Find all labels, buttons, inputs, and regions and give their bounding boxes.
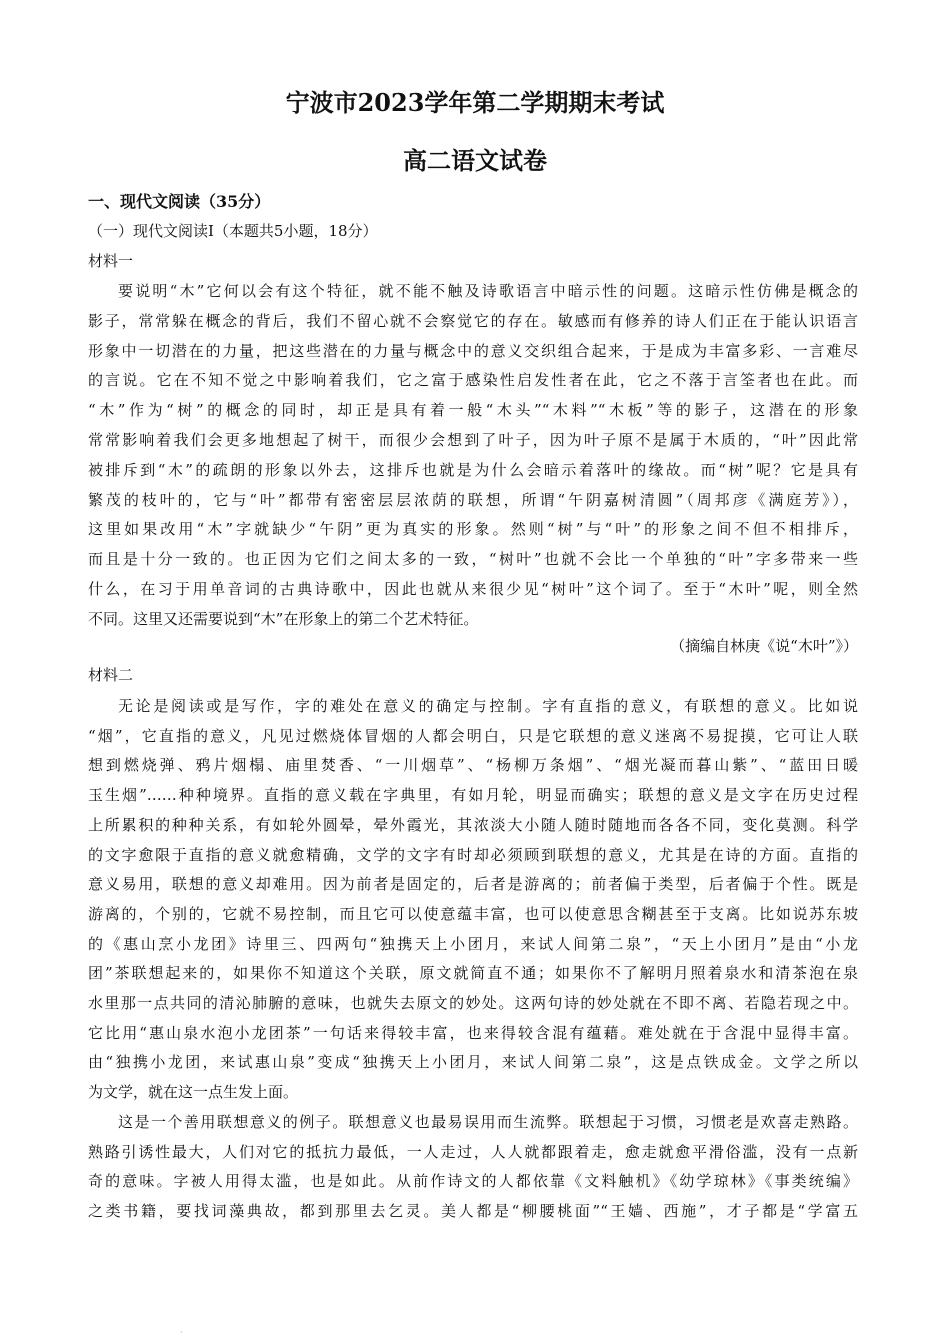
text-line: 意义易用，联想的意义却难用。因为前者是固定的，后者是游离的；前者偏于类型，后者偏于个性。既是	[88, 875, 858, 894]
exam-title: 宁波市2023学年第二学期期末考试	[285, 88, 665, 117]
text-line: 要说明“木”它何以会有这个特征，就不能不触及诗歌语言中暗示性的问题。这暗示性仿佛是概念的	[118, 282, 858, 300]
text-line: 繁茂的枝叶的，它与“叶”都带有密密层层浓荫的联想，所谓“午阴嘉树清圆”（周邦彦《满庭芳》），	[88, 490, 858, 509]
text-line: 不同。这里又还需要说到“木”在形象上的第二个艺术特征。	[88, 609, 479, 628]
page-mark: ·	[180, 1328, 183, 1337]
text-line: 由“独携小龙团，来试惠山泉”变成“独携天上小团月，来试人间第二泉”，这是点铁成金。文学之所以	[88, 1053, 858, 1072]
text-line: 而且是十分一致的。也正因为它们之间太多的一致，“树叶”也就不会比一个单独的“叶”字多带来一些	[88, 550, 858, 569]
text-line: 这是一个善用联想意义的例子。联想意义也最易误用而生流弊。联想起于习惯，习惯老是欢喜走熟路。	[118, 1113, 858, 1131]
text-line: 影子，常常躲在概念的背后，我们不留心就不会察觉它的存在。敏感而有修养的诗人们正在于能认识语言	[88, 311, 858, 330]
text-line: 的《惠山烹小龙团》诗里三、四两句“独携天上小团月，来试人间第二泉”，“天上小团月”是由“小龙	[88, 934, 858, 953]
text-line: 这里如果改用“木”字就缺少“午阴”更为真实的形象。然则“树”与“叶”的形象之间不但不相排斥，	[88, 520, 858, 539]
text-line: 上所累积的种种关系，有如轮外圆晕，晕外霞光，其浓淡大小随人随时随地而各各不同，变化莫测。科学	[88, 815, 858, 834]
text-line: 想到燃烧弹、鸦片烟榻、庙里焚香、“一川烟草”、“杨柳万条烟”、“烟光凝而暮山紫”、“蓝田日暖	[88, 756, 858, 775]
text-line: 的言说。它在不知不觉之中影响着我们，它之富于感染性启发性者在此，它之不落于言筌者也在此。而	[88, 371, 858, 390]
text-line: 团”茶联想起来的，如果你不知道这个关联，原文就简直不通；如果你不了解明月照着泉水和清茶泡在泉	[88, 964, 858, 983]
text-line: 形象中一切潜在的力量，把这些潜在的力量与概念中的意义交织组合起来，于是成为丰富多彩、一言难尽	[88, 341, 858, 360]
material1-source: （摘编自林庚《说“木叶”》）	[670, 637, 858, 655]
material2-label: 材料二	[88, 666, 134, 684]
text-line: 熟路引诱性最大，人们对它的抵抗力最低，一人走过，人人就都跟着走，愈走就愈平滑俗滥，没有一点新	[88, 1142, 858, 1161]
text-line: 为文学，就在这一点生发上面。	[88, 1083, 299, 1102]
text-line: 玉生烟”……种种境界。直指的意义载在字典里，有如月轮，明显而确实；联想的意义是文字在历史过程	[88, 786, 858, 805]
text-line: 的文字愈限于直指的意义就愈精确，文学的文字有时却必须顾到联想的意义，尤其是在诗的方面。直指的	[88, 845, 858, 864]
text-line: 什么，在习于用单音词的古典诗歌中，因此也就从来很少见“树叶”这个词了。至于“木叶”呢，则全然	[88, 580, 858, 598]
text-line: 奇的意味。字被人用得太滥，也是如此。从前作诗文的人都依靠《文料触机》《幼学琼林》《事类统编》	[88, 1172, 858, 1191]
exam-subtitle: 高二语文试卷	[403, 146, 547, 175]
section-heading: 一、现代文阅读（35分）	[88, 192, 271, 211]
text-line: “烟”，它直指的意义，凡见过燃烧体冒烟的人都会明白，只是它联想的意义迷离不易捉摸，它可让人联	[88, 726, 858, 745]
text-line: 被排斥到“木”的疏朗的形象以外去，这排斥也就是为什么会暗示着落叶的缘故。而“树”呢？它是具有	[88, 460, 858, 479]
text-line: 常常影响着我们会更多地想起了树干，而很少会想到了叶子，因为叶子原不是属于木质的，“叶”因此常	[88, 431, 858, 449]
text-line: 水里那一点共同的清沁肺腑的意味，也就失去原文的妙处。这两句诗的妙处就在不即不离、若隐若现之中。	[88, 994, 858, 1012]
text-line: 它比用“惠山泉水泡小龙团茶”一句话来得较丰富，也来得较含混有蕴藉。难处就在于含混中显得丰富。	[88, 1023, 858, 1042]
text-line: 游离的，个别的，它就不易控制，而且它可以使意蕴丰富，也可以使意思含糊甚至于支离。比如说苏东坡	[88, 904, 858, 923]
material1-label: 材料一	[88, 252, 134, 270]
text-line: “木”作为“树”的概念的同时，却正是具有着一般“木头”“木料”“木板”等的影子，这潜在的形象	[88, 401, 858, 420]
sub-heading: （一）现代文阅读Ⅰ（本题共5小题，18分）	[88, 222, 378, 240]
text-line: 无论是阅读或是写作，字的难处在意义的确定与控制。字有直指的意义，有联想的意义。比如说	[118, 697, 858, 715]
text-line: 之类书籍，要找词藻典故，都到那里去乞灵。美人都是“柳腰桃面”“王嫱、西施”，才子都是“学富五	[88, 1202, 858, 1221]
